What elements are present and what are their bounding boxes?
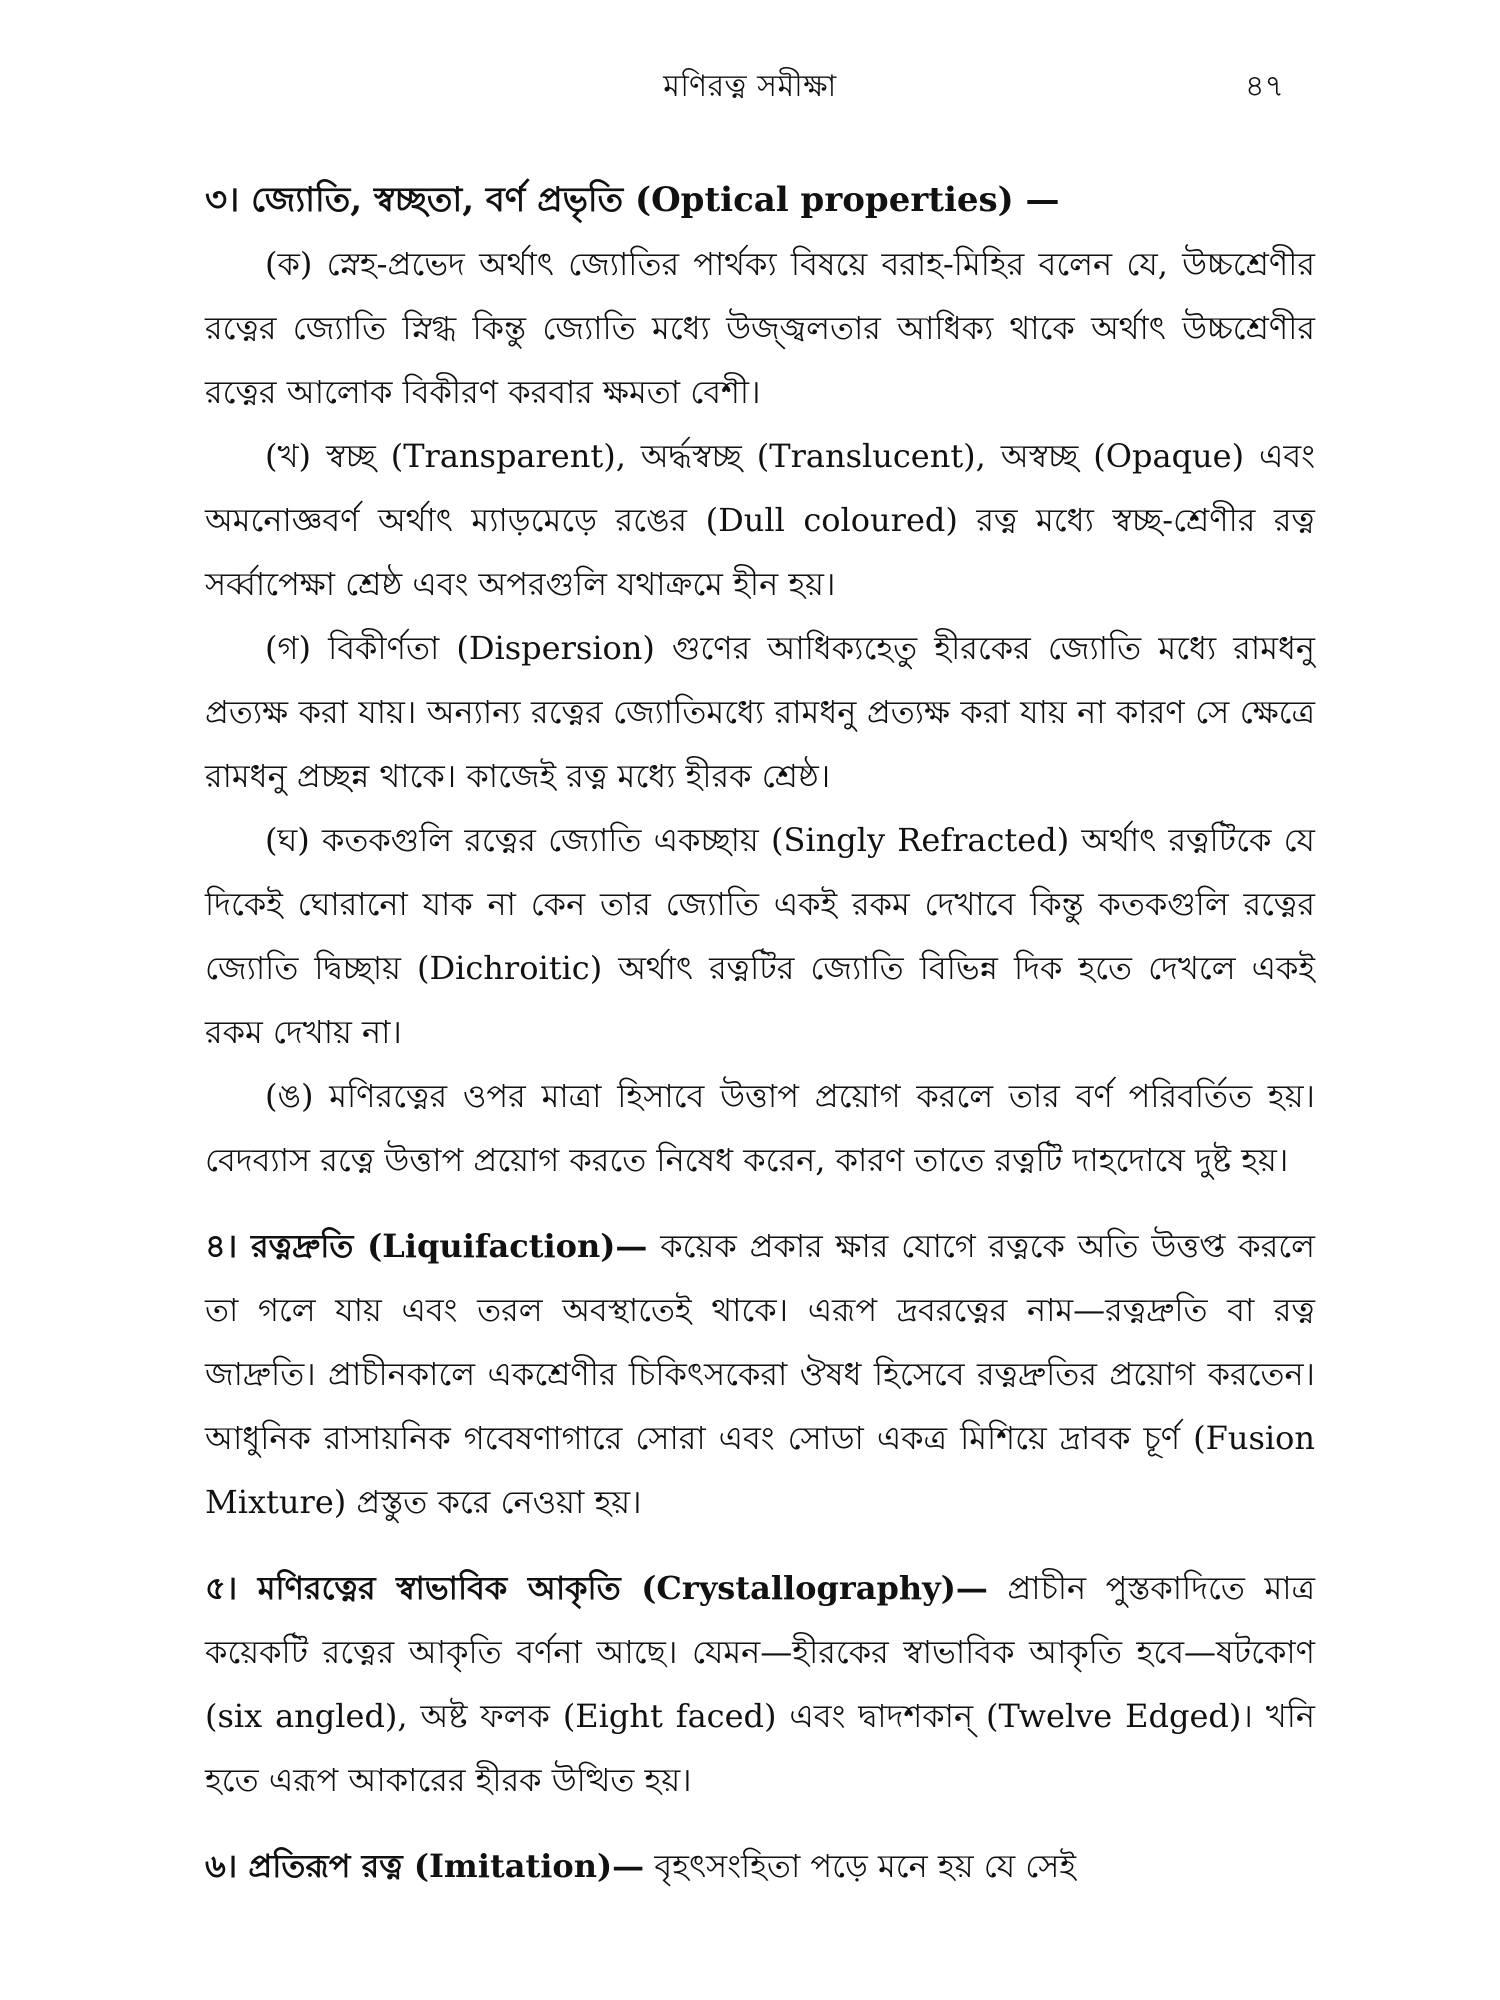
- section-gap: [205, 1192, 1315, 1214]
- section-3-item-kha: (খ) স্বচ্ছ (Transparent), অর্দ্ধস্বচ্ছ (Translucent), অস্বচ্ছ (Opaque) এবং অমনোজ্ঞবর্ণ অর্থাৎ ম্যাড়মেড়ে রঙের (Dull coloured) রত্ন মধ্যে স্বচ্ছ-শ্রেণীর রত্ন সর্ব্বাপেক্ষা শ্রেষ্ঠ এবং অপরগুলি যথাক্রমে হীন হয়।: [205, 437, 1315, 603]
- section-5-paragraph: [205, 1556, 1315, 1812]
- section-5-text: প্রাচীন পুস্তকাদিতে মাত্র কয়েকটি রত্নের আকৃতি বর্ণনা আছে। যেমন—হীরকের স্বাভাবিক আকৃতি হবে—ষটকোণ (six angled), অষ্ট ফলক (Eight faced) এবং দ্বাদশকান্ (Twelve Edged)। খনি হতে এরূপ আকারের হীরক উত্থিত হয়।: [205, 1569, 1316, 1799]
- section-4-heading: ৪। রত্নদ্রুতি (Liquifaction)—: [205, 1227, 648, 1265]
- section-6-heading: ৬। প্রতিরূপ রত্ন (Imitation)—: [205, 1847, 645, 1885]
- section-4-text: কয়েক প্রকার ক্ষার যোগে রত্নকে অতি উত্তপ্ত করলে তা গলে যায় এবং তরল অবস্থাতেই থাকে। এরূপ দ্রবরত্নের নাম—রত্নদ্রুতি বা রত্ন জাদ্রুতি। প্রাচীনকালে একশ্রেণীর চিকিৎসকেরা ঔষধ হিসেবে রত্নদ্রুতির প্রয়োগ করতেন। আধুনিক রাসায়নিক গবেষণাগারে সোরা এবং সোডা একত্র মিশিয়ে দ্রাবক চূর্ণ (Fusion Mixture) প্রস্তুত করে নেওয়া হয়।: [205, 1227, 1315, 1521]
- section-gap: [205, 1812, 1315, 1834]
- section-4-paragraph: [205, 1214, 1315, 1534]
- section-5-heading: ৫। মণিরত্নের স্বাভাবিক আকৃতি (Crystallography)—: [205, 1569, 988, 1607]
- page-number: ৪৭: [1245, 69, 1284, 104]
- section-3-item-uma: (ঙ) মণিরত্নের ওপর মাত্রা হিসাবে উত্তাপ প্রয়োগ করলে তার বর্ণ পরিবর্তিত হয়। বেদব্যাস রত্নে উত্তাপ প্রয়োগ করতে নিষেধ করেন, কারণ তাতে রত্নটি দাহদোষে দুষ্ট হয়।: [205, 1077, 1315, 1179]
- section-3-item-gha: (ঘ) কতকগুলি রত্নের জ্যোতি একচ্ছায় (Singly Refracted) অর্থাৎ রত্নটিকে যে দিকেই ঘোরানো যাক না কেন তার জ্যোতি একই রকম দেখাবে কিন্তু কতকগুলি রত্নের জ্যোতি দ্বিচ্ছায় (Dichroitic) অর্থাৎ রত্নটির জ্যোতি বিভিন্ন দিক হতে দেখলে একই রকম দেখায় না।: [205, 821, 1315, 1051]
- running-title: মণিরত্ন সমীক্ষা: [663, 69, 837, 104]
- page-body: [205, 168, 1315, 1898]
- section-3-item-ka: (ক) স্নেহ-প্রভেদ অর্থাৎ জ্যোতির পার্থক্য বিষয়ে বরাহ-মিহির বলেন যে, উচ্চশ্রেণীর রত্নের জ্যোতি স্নিগ্ধ কিন্তু জ্যোতি মধ্যে উজ্জ্বলতার আধিক্য থাকে অর্থাৎ উচ্চশ্রেণীর রত্নের আলোক বিকীরণ করবার ক্ষমতা বেশী।: [205, 245, 1315, 411]
- section-6-text: বৃহৎসংহিতা পড়ে মনে হয় যে সেই: [644, 1847, 1077, 1885]
- section-6-paragraph: [205, 1834, 1315, 1898]
- section-3-heading: ৩। জ্যোতি, স্বচ্ছতা, বর্ণ প্রভৃতি (Optical properties) —: [205, 180, 1060, 220]
- section-gap: [205, 1534, 1315, 1556]
- section-3-item-ga: (গ) বিকীর্ণতা (Dispersion) গুণের আধিক্যহেতু হীরকের জ্যোতি মধ্যে রামধনু প্রত্যক্ষ করা যায়। অন্যান্য রত্নের জ্যোতিমধ্যে রামধনু প্রত্যক্ষ করা যায় না কারণ সে ক্ষেত্রে রামধনু প্রচ্ছন্ন থাকে। কাজেই রত্ন মধ্যে হীরক শ্রেষ্ঠ।: [205, 629, 1315, 795]
